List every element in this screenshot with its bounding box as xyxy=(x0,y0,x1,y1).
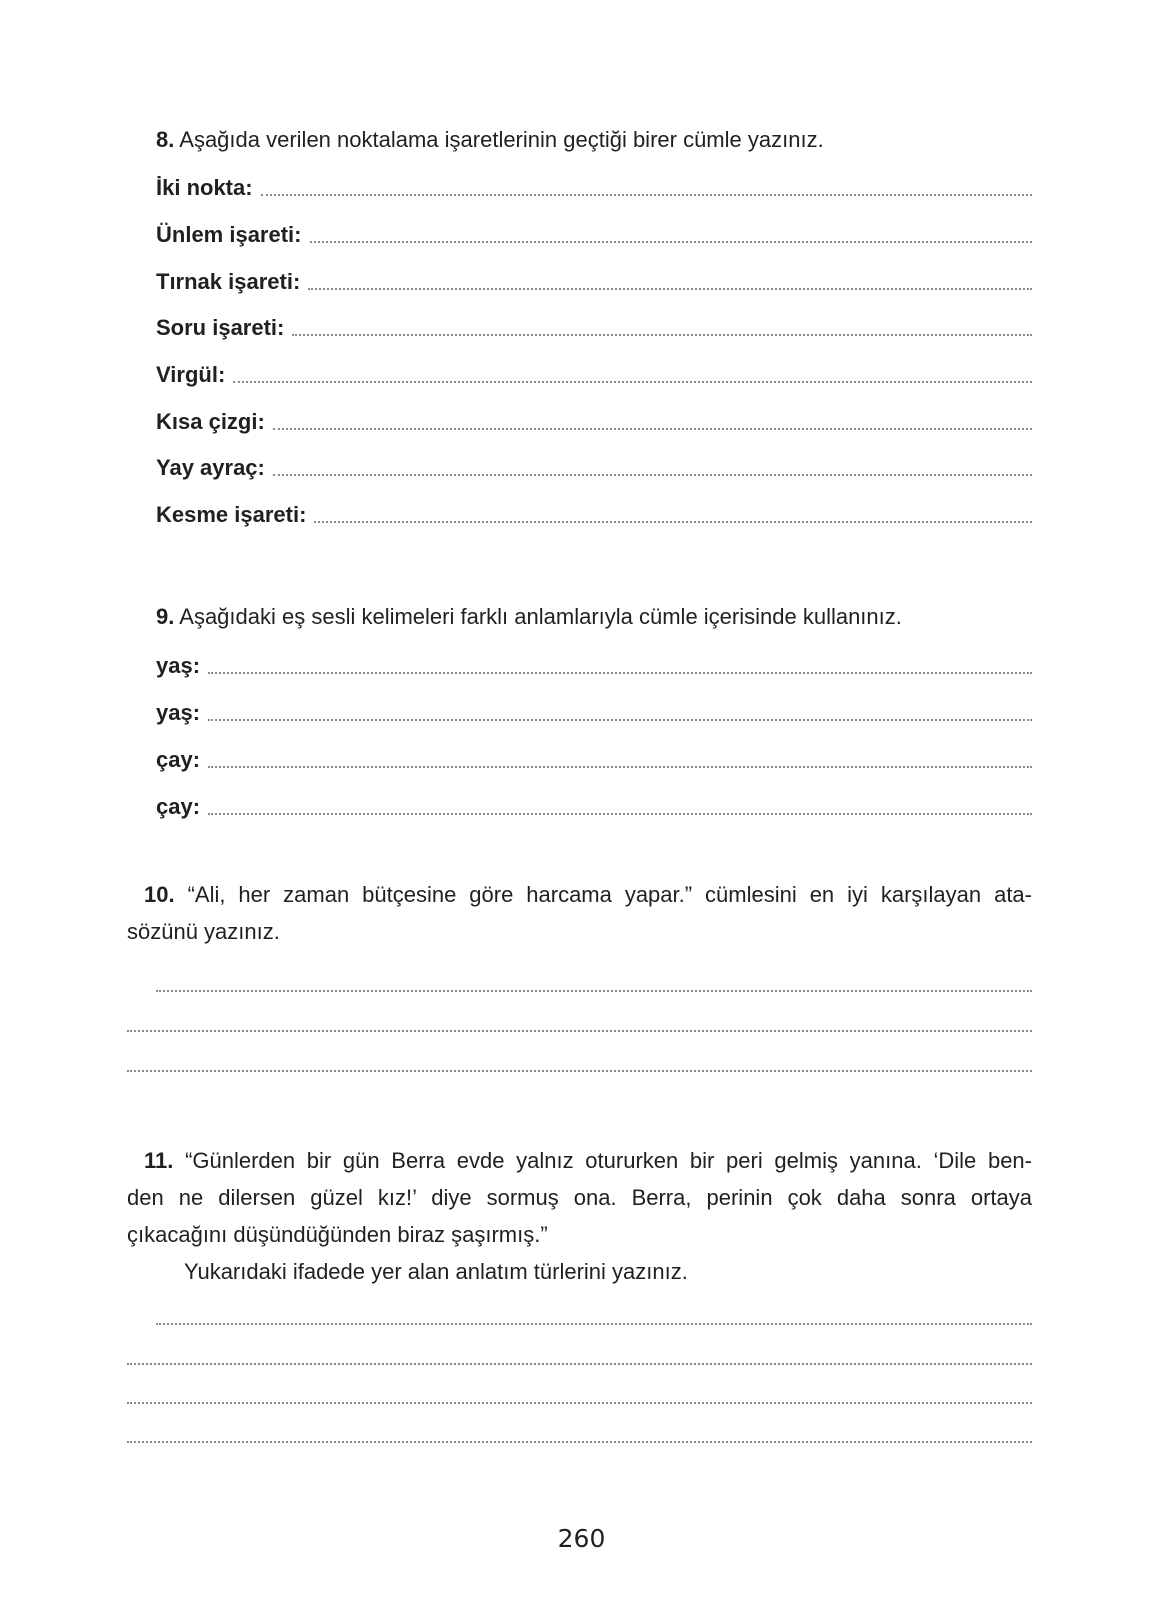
question-8-text: Aşağıda verilen noktalama işaretlerinin geçtiği birer cümle yazınız. xyxy=(179,127,824,152)
answer-label: Soru işareti: xyxy=(156,315,285,340)
question-10-line-1 xyxy=(127,876,1032,913)
answer-label: Yay ayraç: xyxy=(156,455,265,480)
answer-row-iki-nokta[interactable] xyxy=(156,172,1032,202)
answer-dotted-line[interactable] xyxy=(308,288,1032,290)
answer-dotted-line[interactable] xyxy=(156,1323,1032,1325)
answer-row-tirnak-isareti[interactable] xyxy=(156,266,1032,296)
answer-row-yas-1[interactable] xyxy=(156,650,1032,680)
question-11-text-2: den ne dilersen güzel kız!’ diye sormuş ona. Berra, perinin çok daha sonra ortaya xyxy=(127,1185,1032,1210)
answer-label: Kesme işareti: xyxy=(156,502,307,527)
question-9-text: Aşağıdaki eş sesli kelimeleri farklı anlamlarıyla cümle içerisinde kullanınız. xyxy=(179,604,902,629)
answer-label: Virgül: xyxy=(156,362,226,387)
answer-dotted-line[interactable] xyxy=(273,474,1032,476)
page-number: 260 xyxy=(557,1524,606,1553)
answer-dotted-line[interactable] xyxy=(314,521,1032,523)
answer-dotted-line[interactable] xyxy=(273,428,1032,430)
answer-label: yaş: xyxy=(156,653,201,678)
answer-dotted-line[interactable] xyxy=(292,334,1032,336)
answer-row-kisa-cizgi[interactable] xyxy=(156,406,1032,436)
answer-label: yaş: xyxy=(156,700,201,725)
answer-dotted-line[interactable] xyxy=(261,194,1032,196)
answer-label: çay: xyxy=(156,747,201,772)
answer-label: Tırnak işareti: xyxy=(156,269,301,294)
question-11-number: 11. xyxy=(144,1148,174,1173)
question-10-text-2: sözünü yazınız. xyxy=(127,919,280,944)
question-9-number: 9. xyxy=(156,604,175,629)
answer-dotted-line[interactable] xyxy=(127,1441,1032,1443)
answer-dotted-line[interactable] xyxy=(208,672,1032,674)
answer-row-cay-1[interactable] xyxy=(156,744,1032,774)
question-9-title xyxy=(156,603,902,631)
question-8-number: 8. xyxy=(156,127,175,152)
answer-row-yay-ayrac[interactable] xyxy=(156,452,1032,482)
answer-row-unlem-isareti[interactable] xyxy=(156,219,1032,249)
question-10-text-1: “Ali, her zaman bütçesine göre harcama yapar.” cümlesini en iyi karşılayan ata- xyxy=(187,882,1032,907)
question-11-instruction: Yukarıdaki ifadede yer alan anlatım türlerini yazınız. xyxy=(184,1259,688,1284)
answer-dotted-line[interactable] xyxy=(127,1402,1032,1404)
answer-dotted-line[interactable] xyxy=(208,766,1032,768)
answer-row-kesme-isareti[interactable] xyxy=(156,499,1032,529)
question-8-title xyxy=(156,126,824,154)
answer-label: Ünlem işareti: xyxy=(156,222,302,247)
answer-row-yas-2[interactable] xyxy=(156,697,1032,727)
answer-row-cay-2[interactable] xyxy=(156,791,1032,821)
answer-row-soru-isareti[interactable] xyxy=(156,312,1032,342)
answer-dotted-line[interactable] xyxy=(208,813,1032,815)
answer-label: Kısa çizgi: xyxy=(156,409,265,434)
question-11-text-1: “Günlerden bir gün Berra evde yalnız otururken bir peri gelmiş yanına. ‘Dile ben- xyxy=(185,1148,1032,1173)
answer-dotted-line[interactable] xyxy=(127,1030,1032,1032)
question-10-number: 10. xyxy=(144,882,175,907)
answer-dotted-line[interactable] xyxy=(310,241,1033,243)
answer-dotted-line[interactable] xyxy=(208,719,1032,721)
question-10-text-block xyxy=(127,876,1032,950)
question-11-text-3: çıkacağını düşündüğünden biraz şaşırmış.” xyxy=(127,1222,548,1247)
answer-label: çay: xyxy=(156,794,201,819)
answer-row-virgul[interactable] xyxy=(156,359,1032,389)
question-11-text-block xyxy=(127,1142,1032,1290)
question-11-line-1 xyxy=(127,1142,1032,1179)
answer-label: İki nokta: xyxy=(156,175,253,200)
answer-dotted-line[interactable] xyxy=(233,381,1032,383)
answer-dotted-line[interactable] xyxy=(127,1070,1032,1072)
answer-dotted-line[interactable] xyxy=(127,1363,1032,1365)
answer-dotted-line[interactable] xyxy=(156,990,1032,992)
